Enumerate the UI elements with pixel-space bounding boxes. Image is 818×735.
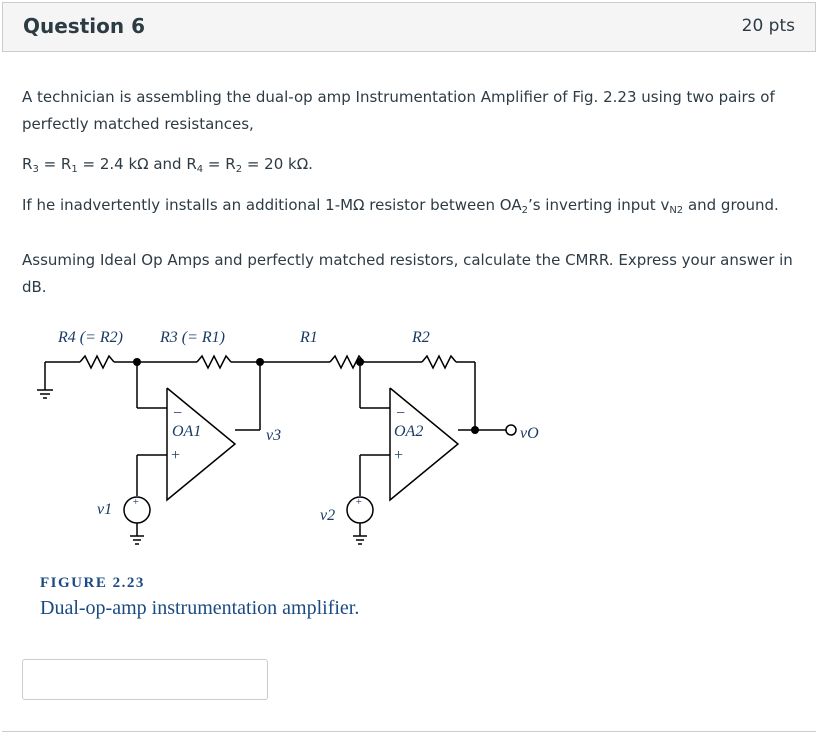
resistor-values-line: $R_3 = R_1 = 2.4$ kΩ and $R_4 = R_2 = 20$ kΩ. [22, 155, 313, 175]
label-v2: v2 [320, 507, 336, 524]
label-oa2: OA2 [394, 423, 424, 440]
question-title: Question 6 [23, 14, 145, 38]
label-vo: vO [520, 425, 539, 442]
v2-plus: + [355, 496, 363, 508]
label-r3: R3 (= R1) [160, 329, 225, 346]
oa2-plus: + [393, 447, 404, 464]
question-points: 20 pts [741, 16, 795, 36]
fault-description: If he inadvertently installs an additional 1-MΩ resistor between $OA_2’s$ inverting input $v_{N2}$ and ground. [22, 196, 779, 216]
answer-input[interactable] [22, 659, 268, 700]
oa2-minus: − [395, 405, 406, 422]
divider [2, 731, 816, 732]
label-r2: R2 [412, 329, 430, 346]
oa1-minus: − [172, 405, 183, 422]
label-r4: R4 (= R2) [58, 329, 123, 346]
question-intro: A technician is assembling the dual-op amp Instrumentation Amplifier of Fig. 2.23 using two pairs of perfectly matched resistances, [22, 88, 775, 133]
figure-caption-label: FIGURE 2.23 [40, 575, 145, 591]
label-oa1: OA1 [172, 423, 202, 440]
label-v3: v3 [266, 427, 282, 444]
label-v1: v1 [97, 501, 113, 518]
label-r1: R1 [300, 329, 318, 346]
circuit-diagram [30, 320, 550, 582]
v1-plus: + [132, 496, 140, 508]
figure-caption-text: Dual-op-amp instrumentation amplifier. [40, 597, 360, 619]
oa1-plus: + [170, 447, 181, 464]
question-instruction: Assuming Ideal Op Amps and perfectly matched resistors, calculate the CMRR. Express your answer in dB. [22, 251, 793, 296]
question-header [2, 2, 816, 52]
